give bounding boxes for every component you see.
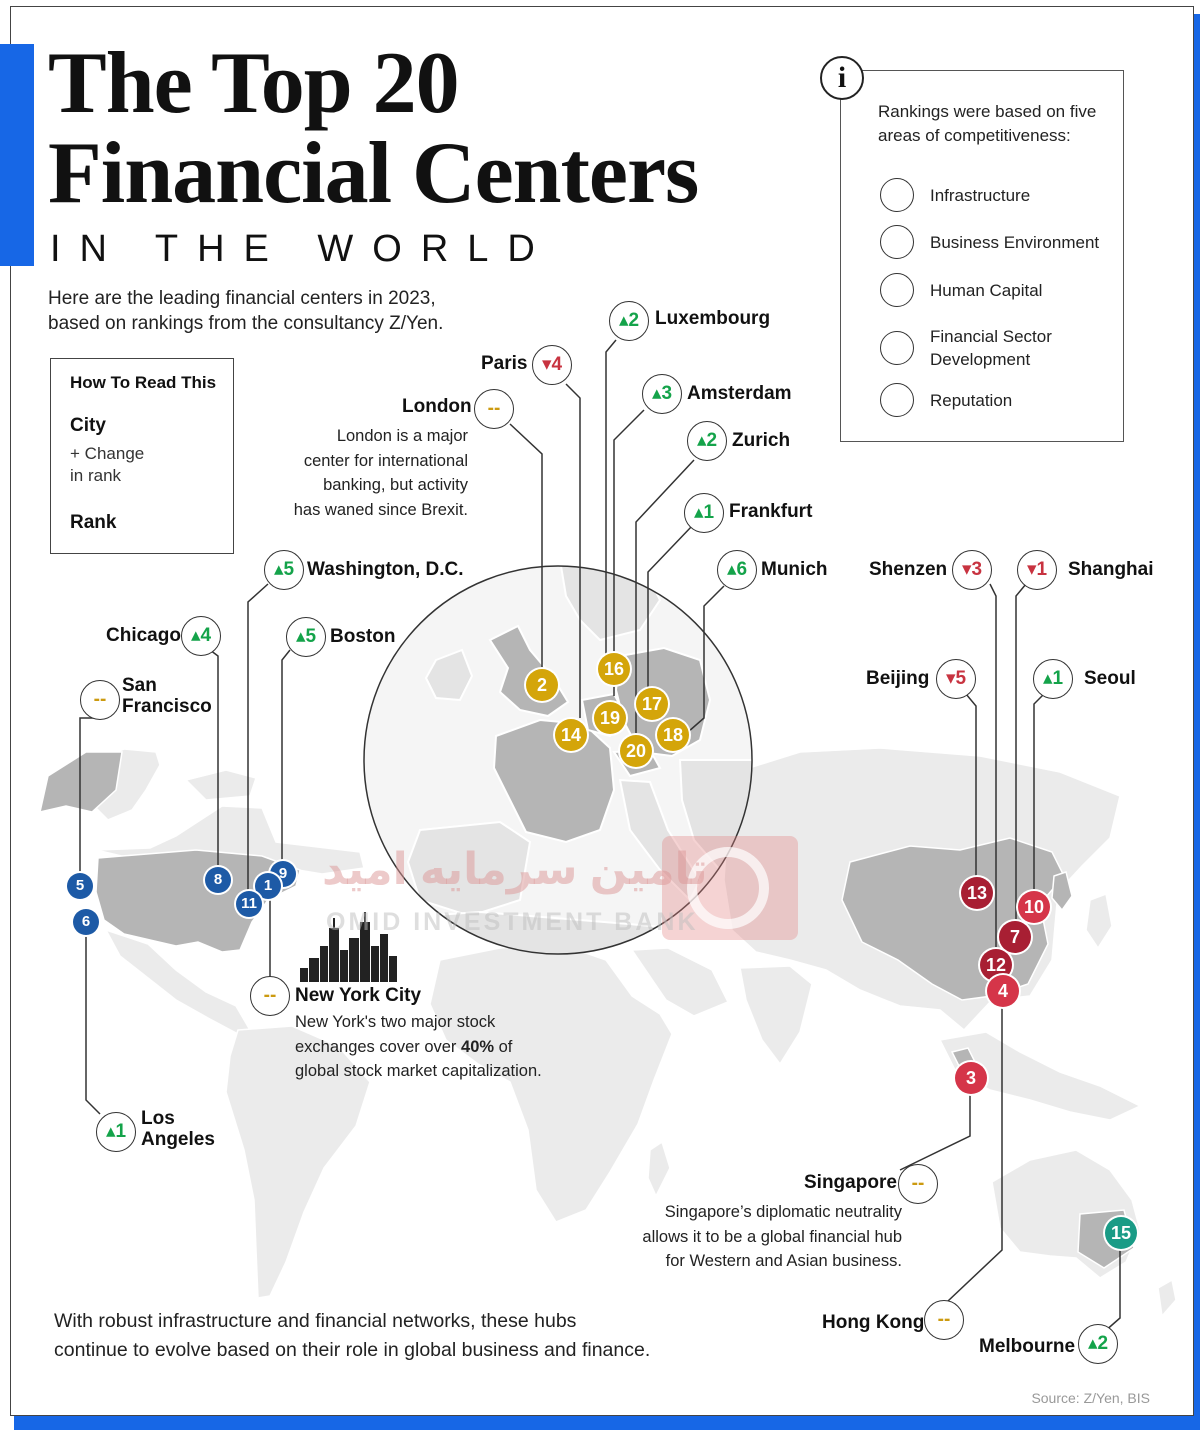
- rank-node-chicago: 8: [205, 867, 231, 893]
- rank-change-frankfurt: [684, 493, 724, 533]
- how-to-read-rank-label: Rank: [70, 512, 117, 533]
- increase-arrow-icon: ▴: [295, 626, 306, 647]
- city-label-boston: Boston: [330, 626, 396, 647]
- rank-change-value: 4: [200, 625, 212, 646]
- decrease-arrow-icon: ▾: [1026, 559, 1037, 580]
- change-word: Change: [84, 444, 145, 463]
- madagascar-shape: [648, 1142, 670, 1196]
- criterion-label: [930, 325, 1052, 371]
- rank-change-singapore: --: [898, 1164, 938, 1204]
- connector-los-angeles: [86, 924, 100, 1114]
- criterion-reputation: [880, 382, 1012, 418]
- summary-line: continue to evolve based on their role in global business and finance.: [54, 1339, 651, 1361]
- increase-arrow-icon: ▴: [651, 383, 662, 404]
- rank-change-hong-kong: --: [924, 1300, 964, 1340]
- rank-node-los-angeles: 6: [73, 909, 99, 935]
- decrease-arrow-icon: ▾: [961, 559, 972, 580]
- city-label-chicago: Chicago: [106, 625, 181, 646]
- rank-change-boston: [286, 617, 326, 657]
- city-label-san-francisco: [122, 675, 212, 717]
- note-line: [295, 1035, 542, 1060]
- city-label-seoul: Seoul: [1084, 668, 1136, 689]
- page-subtitle: IN THE WORLD: [50, 228, 554, 270]
- new-york-note: [295, 1010, 542, 1084]
- how-to-read-city-label: City: [70, 415, 106, 436]
- rank-node-boston: 9: [270, 861, 296, 887]
- rank-change-new-york: --: [250, 976, 290, 1016]
- city-label-hong-kong: Hong Kong: [822, 1312, 925, 1333]
- rank-change-shanghai: [1017, 550, 1057, 590]
- city-label-line: San: [122, 675, 157, 696]
- watermark-persian-text: تامین سرمایه امید: [322, 845, 708, 894]
- rank-change-value: 6: [736, 559, 748, 580]
- criterion-label: Reputation: [930, 390, 1013, 410]
- new-zealand-shape: [1158, 1280, 1176, 1316]
- rank-change-san-francisco: --: [80, 680, 120, 720]
- how-to-read-change-label: [70, 443, 144, 487]
- info-icon: i: [820, 56, 864, 100]
- criterion-label: Business Environment: [930, 232, 1100, 252]
- rank-change-shenzen: [952, 550, 992, 590]
- decrease-arrow-icon: ▾: [945, 668, 956, 689]
- note-highlight: 40%: [461, 1037, 495, 1056]
- rank-change-value: 1: [115, 1121, 127, 1142]
- how-to-read-title: How To Read This: [70, 373, 217, 392]
- rank-node-london: 2: [526, 669, 558, 701]
- intro-line: Here are the leading financial centers in 2023,: [48, 288, 436, 309]
- rank-node-melbourne: 15: [1105, 1217, 1137, 1249]
- london-note: [270, 424, 468, 522]
- city-label-line: Francisco: [122, 696, 212, 717]
- rank-node-shanghai: 7: [999, 921, 1031, 953]
- note-line: center for international: [303, 451, 468, 470]
- rank-change-amsterdam: [642, 374, 682, 414]
- increase-arrow-icon: ▴: [190, 625, 201, 646]
- increase-arrow-icon: ▴: [1087, 1333, 1098, 1354]
- city-label-washington: Washington, D.C.: [307, 559, 464, 580]
- city-label-munich: Munich: [761, 559, 828, 580]
- note-line: Singapore’s diplomatic neutrality: [664, 1203, 902, 1221]
- city-label-melbourne: Melbourne: [979, 1336, 1076, 1357]
- note-line: banking, but activity: [323, 476, 468, 494]
- rank-node-washington: 11: [236, 891, 262, 917]
- city-label-shenzen: Shenzen: [869, 559, 948, 580]
- rank-node-new-york: 1: [255, 873, 281, 899]
- rank-change-value: 3: [971, 559, 983, 580]
- rank-change-value: 5: [955, 668, 967, 689]
- note-line: has waned since Brexit.: [293, 500, 468, 519]
- connector-boston: [282, 650, 290, 868]
- city-label-amsterdam: Amsterdam: [687, 383, 792, 404]
- rank-change-london: --: [474, 389, 514, 429]
- arctic-islands-shape: [186, 770, 256, 800]
- criterion-human-capital: [880, 272, 1042, 308]
- rank-node-beijing: 13: [961, 877, 993, 909]
- rank-change-chicago: [181, 616, 221, 656]
- info-intro-line: areas of competitiveness:: [878, 126, 1071, 145]
- human-capital-icon: [880, 273, 914, 307]
- page-title-line2: Financial Centers: [48, 125, 699, 222]
- city-label-zurich: Zurich: [732, 430, 791, 451]
- city-label-shanghai: Shanghai: [1068, 559, 1154, 580]
- infrastructure-icon: [880, 178, 914, 212]
- note-line: for Western and Asian business.: [665, 1252, 902, 1270]
- rank-change-melbourne: [1078, 1324, 1118, 1364]
- criterion-label: Human Capital: [930, 280, 1043, 300]
- rank-change-value: 1: [1036, 559, 1048, 580]
- rank-node-amsterdam: 17: [636, 688, 668, 720]
- source-credit: Source: Z/Yen, BIS: [1031, 1390, 1150, 1406]
- note-line: global stock market capitalization.: [295, 1062, 542, 1080]
- increase-arrow-icon: ▴: [273, 559, 284, 580]
- criterion-financial-sector-development: [880, 324, 1052, 372]
- rank-change-luxembourg: [609, 301, 649, 341]
- city-label-line: Angeles: [141, 1129, 215, 1150]
- rank-node-frankfurt: 19: [594, 702, 626, 734]
- note-line: London is a major: [336, 427, 468, 445]
- bank-building-icon: [880, 331, 914, 365]
- rank-change-los-angeles: [96, 1112, 136, 1152]
- rank-change-paris: [532, 345, 572, 385]
- rank-change-value: 5: [305, 626, 317, 647]
- rank-change-seoul: [1033, 659, 1073, 699]
- criterion-infrastructure: [880, 177, 1030, 213]
- criterion-business-environment: [880, 224, 1099, 260]
- criterion-label-line: Financial Sector: [930, 327, 1052, 346]
- rank-change-washington: [264, 550, 304, 590]
- rank-change-value: 3: [661, 383, 673, 404]
- increase-arrow-icon: ▴: [726, 559, 737, 580]
- rank-node-luxembourg: 16: [598, 653, 630, 685]
- change-word-line2: in rank: [70, 466, 122, 485]
- rank-node-paris: 14: [555, 719, 587, 751]
- city-label-new-york: New York City: [295, 985, 422, 1006]
- city-label-london: London: [402, 396, 472, 417]
- criterion-label: Infrastructure: [930, 185, 1031, 205]
- city-label-los-angeles: [141, 1108, 215, 1150]
- note-text: of: [494, 1037, 513, 1056]
- rank-change-value: 2: [1097, 1333, 1109, 1354]
- city-label-luxembourg: Luxembourg: [655, 308, 771, 329]
- info-intro-line: Rankings were based on five: [878, 102, 1097, 121]
- increase-arrow-icon: ▴: [693, 502, 704, 523]
- plus-sign: +: [70, 444, 80, 463]
- rank-node-shenzen: 12: [980, 949, 1012, 981]
- singapore-note: [606, 1200, 902, 1274]
- rank-change-zurich: [687, 421, 727, 461]
- city-label-line: Los: [141, 1108, 175, 1129]
- rank-change-value: 2: [628, 310, 640, 331]
- criterion-label-line: Development: [930, 350, 1031, 369]
- japan-shape: [1086, 894, 1112, 948]
- increase-arrow-icon: ▴: [696, 430, 707, 451]
- rank-node-san-francisco: 5: [67, 873, 93, 899]
- rank-change-value: 1: [1052, 668, 1064, 689]
- note-line: New York's two major stock: [295, 1013, 496, 1031]
- note-line: allows it to be a global financial hub: [642, 1227, 902, 1246]
- summary-line: With robust infrastructure and financial networks, these hubs: [54, 1310, 577, 1332]
- rank-change-value: 1: [703, 502, 715, 523]
- rank-node-singapore: 3: [955, 1062, 987, 1094]
- intro-text: [48, 286, 443, 336]
- note-text: exchanges cover over: [295, 1037, 462, 1056]
- rank-change-beijing: [936, 659, 976, 699]
- bottom-summary: [54, 1307, 650, 1365]
- business-environment-icon: [880, 225, 914, 259]
- increase-arrow-icon: ▴: [1042, 668, 1053, 689]
- connector-singapore: [900, 1092, 970, 1170]
- city-label-paris: Paris: [481, 353, 528, 374]
- city-label-frankfurt: Frankfurt: [729, 501, 813, 522]
- reputation-icon: [880, 383, 914, 417]
- city-label-singapore: Singapore: [804, 1172, 897, 1193]
- rank-node-munich: 20: [620, 735, 652, 767]
- rank-node-seoul: 10: [1018, 891, 1050, 923]
- rank-node-hong-kong: 4: [987, 975, 1019, 1007]
- city-label-beijing: Beijing: [866, 668, 930, 689]
- increase-arrow-icon: ▴: [618, 310, 629, 331]
- page-title: The Top 20: [48, 35, 459, 132]
- rank-change-value: 2: [706, 430, 718, 451]
- decrease-arrow-icon: ▾: [541, 354, 552, 375]
- increase-arrow-icon: ▴: [105, 1121, 116, 1142]
- rank-change-value: 5: [283, 559, 295, 580]
- watermark-english-text: OMID INVESTMENT BANK: [326, 908, 699, 936]
- intro-line: based on rankings from the consultancy Z/Yen.: [48, 313, 444, 334]
- rank-change-munich: [717, 550, 757, 590]
- rank-change-value: 4: [551, 354, 563, 375]
- rank-node-zurich: 18: [657, 719, 689, 751]
- india-shape: [740, 966, 812, 1064]
- info-intro: [878, 100, 1096, 148]
